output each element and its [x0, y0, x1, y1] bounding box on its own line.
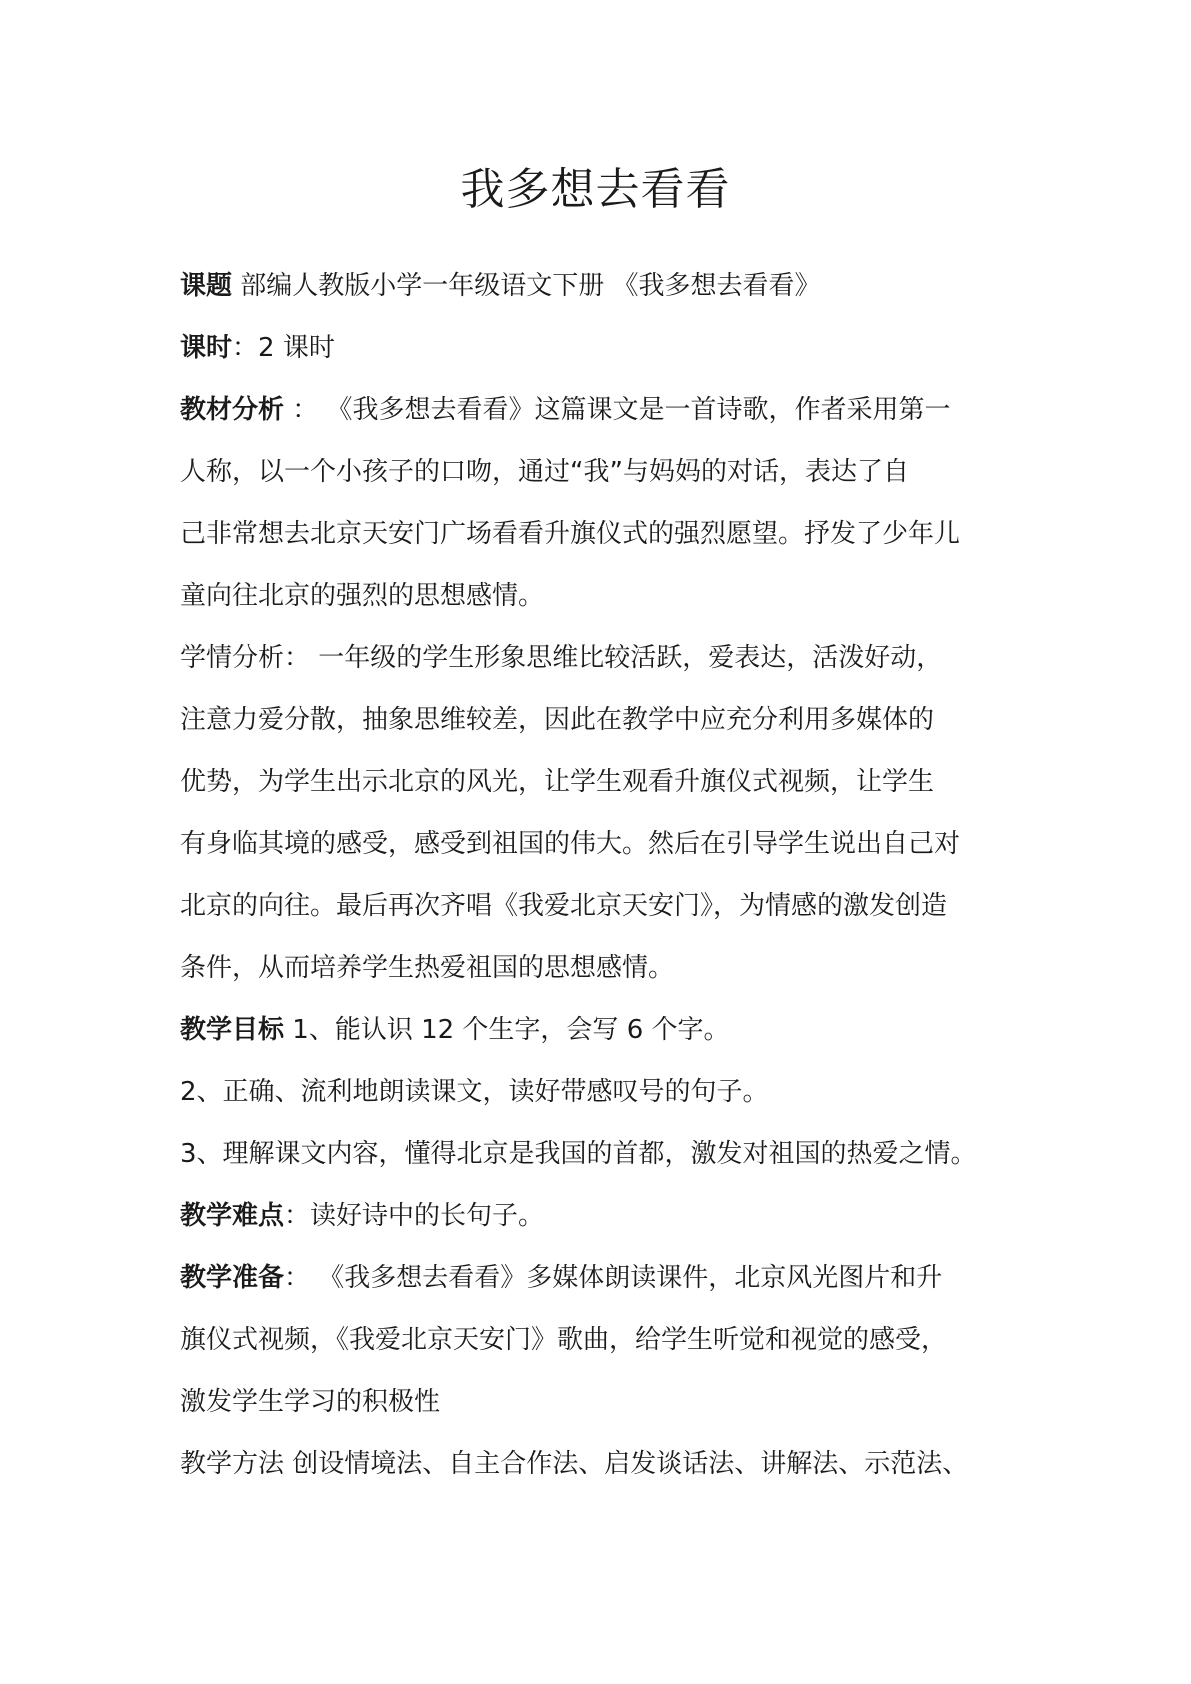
body-line — [180, 751, 1060, 813]
line-text: 己非常想去北京天安门广场看看升旗仪式的强烈愿望。抒发了少年儿 — [180, 519, 961, 549]
body-line — [180, 1371, 1060, 1433]
line-label: 课时 — [180, 333, 233, 363]
body-line — [180, 379, 1060, 441]
body-line — [180, 813, 1060, 875]
line-text: 学情分析： 一年级的学生形象思维比较活跃，爱表达，活泼好动， — [180, 643, 943, 673]
body-line — [180, 565, 1060, 627]
body-line — [180, 317, 1060, 379]
line-text: 人称，以一个小孩子的口吻，通过“我”与妈妈的对话，表达了自 — [180, 457, 909, 487]
body-line — [180, 1061, 1060, 1123]
line-text: 1、能认识 12 个生字，会写 6 个字。 — [284, 1015, 730, 1045]
line-label: 教学目标 — [180, 1015, 285, 1045]
document-title: 我多想去看看 — [460, 164, 731, 215]
line-text: 激发学生学习的积极性 — [180, 1387, 441, 1417]
body-line — [180, 999, 1060, 1061]
line-text: ： 《我多想去看看》多媒体朗读课件，北京风光图片和升 — [284, 1263, 943, 1293]
line-text: ：读好诗中的长句子。 — [284, 1201, 545, 1231]
body-line — [180, 441, 1060, 503]
line-text: 2、正确、流利地朗读课文，读好带感叹号的句子。 — [180, 1077, 769, 1107]
body-line — [180, 503, 1060, 565]
line-text: 教学方法 创设情境法、自主合作法、启发谈话法、讲解法、示范法、 — [180, 1449, 969, 1479]
body-line — [180, 1247, 1060, 1309]
line-label: 教学难点 — [180, 1201, 285, 1231]
body-line — [180, 1123, 1060, 1185]
body-line — [180, 255, 1060, 317]
line-label: 教材分析 — [180, 395, 285, 425]
body-line — [180, 627, 1060, 689]
line-text: 有身临其境的感受，感受到祖国的伟大。然后在引导学生说出自己对 — [180, 829, 961, 859]
body-line — [180, 937, 1060, 999]
body-line — [180, 1309, 1060, 1371]
line-text: 部编人教版小学一年级语文下册 《我多想去看看》 — [232, 271, 821, 301]
line-text: 北京的向往。最后再次齐唱《我爱北京天安门》，为情感的激发创造 — [180, 891, 948, 921]
body-line — [180, 875, 1060, 937]
line-text: ： 《我多想去看看》这篇课文是一首诗歌，作者采用第一 — [284, 395, 951, 425]
line-text: 3、理解课文内容，懂得北京是我国的首都，激发对祖国的热爱之情。 — [180, 1139, 977, 1169]
line-text: 优势，为学生出示北京的风光，让学生观看升旗仪式视频，让学生 — [180, 767, 935, 797]
line-text: ：2 课时 — [232, 333, 335, 363]
line-text: 旗仪式视频，《我爱北京天安门》歌曲，给学生听觉和视觉的感受， — [180, 1325, 948, 1355]
line-text: 童向往北京的强烈的思想感情。 — [180, 581, 545, 611]
line-text: 条件，从而培养学生热爱祖国的思想感情。 — [180, 953, 675, 983]
line-text: 注意力爱分散，抽象思维较差，因此在教学中应充分利用多媒体的 — [180, 705, 935, 735]
body-line — [180, 1433, 1060, 1495]
document-body — [180, 255, 1060, 1495]
line-label: 教学准备 — [180, 1263, 285, 1293]
line-label: 课题 — [180, 271, 233, 301]
body-line — [180, 689, 1060, 751]
body-line — [180, 1185, 1060, 1247]
